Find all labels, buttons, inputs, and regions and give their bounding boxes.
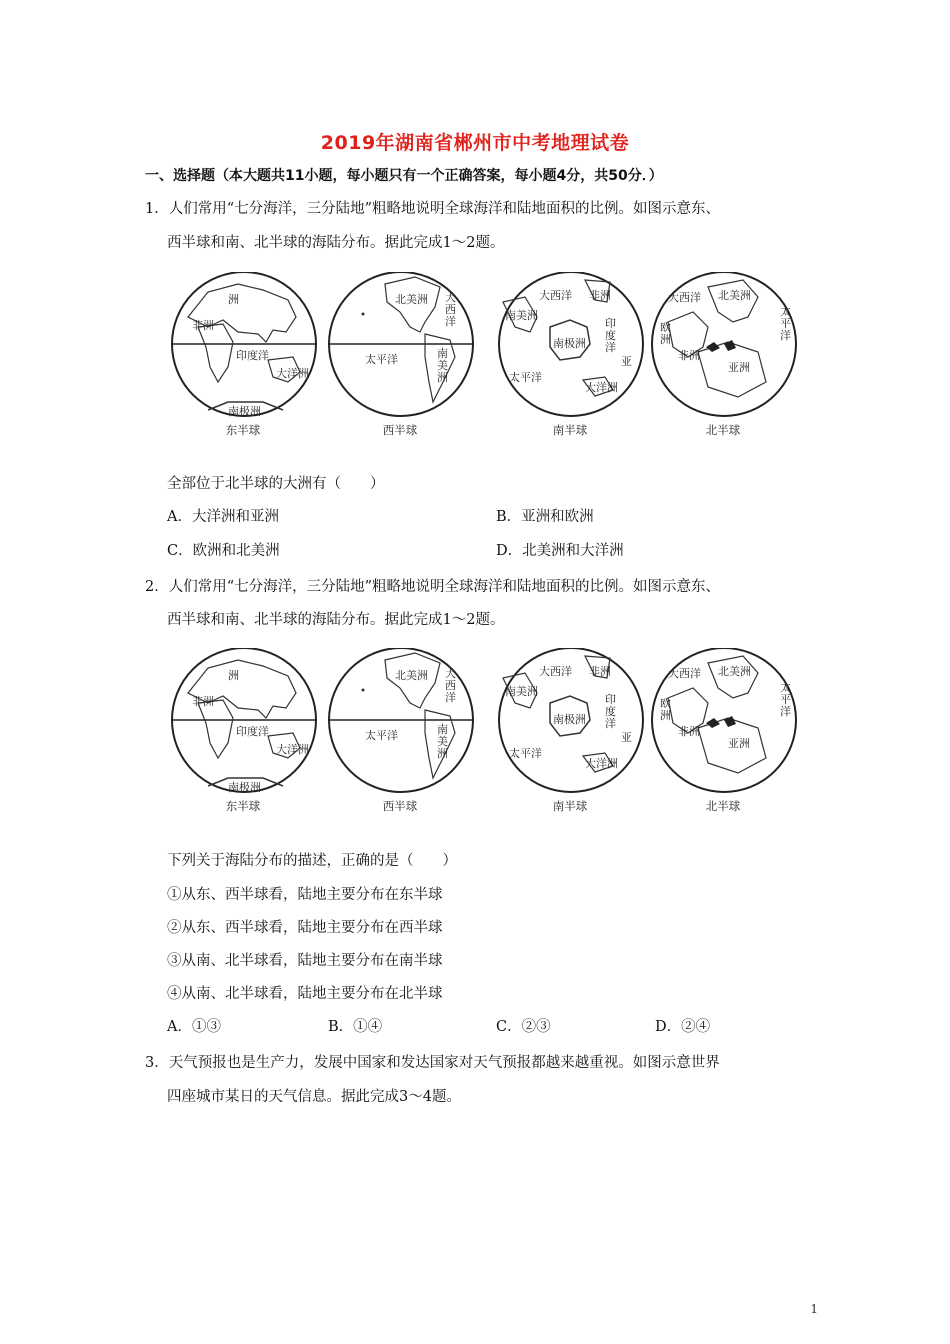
west-pacific-label: 太平洋 xyxy=(365,353,398,366)
north-europe-label: 欧洲 xyxy=(660,321,671,346)
south-hemisphere-map xyxy=(495,648,655,818)
east-indian-label: 印度洋 xyxy=(236,349,269,362)
west-hemisphere-caption: 西半球 xyxy=(382,423,418,437)
south-indian-label: 印度洋 xyxy=(605,317,616,354)
q1-option-c[interactable]: C．欧洲和北美洲 xyxy=(167,543,280,559)
south-oceania-label: 大洋洲 xyxy=(585,757,618,770)
north-europe-label: 欧洲 xyxy=(660,697,671,722)
east-europe-label: 洲 xyxy=(228,293,239,306)
q2-stem: 下列关于海陆分布的描述，正确的是（ ） xyxy=(167,853,457,869)
east-hemisphere-caption: 东半球 xyxy=(225,799,261,813)
south-hemisphere-map xyxy=(495,272,655,442)
south-africa-label: 非洲 xyxy=(589,289,611,302)
south-atlantic-label: 大西洋 xyxy=(539,665,572,678)
south-asia-label: 亚 xyxy=(621,731,632,744)
south-south-america-label: 南美洲 xyxy=(505,309,538,322)
south-africa-label: 非洲 xyxy=(589,665,611,678)
q2-intro-line2: 西半球和南、北半球的海陆分布。据此完成1～2题。 xyxy=(167,612,505,628)
west-south-america-label: 南美洲 xyxy=(437,723,448,760)
east-hemisphere-map xyxy=(168,272,328,442)
east-antarctica-label: 南极洲 xyxy=(228,405,261,418)
west-hemisphere-map xyxy=(325,648,485,818)
page-title: 2019年湖南省郴州市中考地理试卷 xyxy=(320,132,630,154)
north-atlantic-label: 大西洋 xyxy=(668,291,701,304)
north-north-america-label: 北美洲 xyxy=(718,665,751,678)
west-south-america-label: 南美洲 xyxy=(437,347,448,384)
east-africa-label: 非洲 xyxy=(192,319,214,332)
section-heading: 一、选择题（本大题共11小题，每小题只有一个正确答案，每小题4分，共50分．） xyxy=(145,168,663,184)
q1-option-a[interactable]: A．大洋洲和亚洲 xyxy=(167,509,279,525)
q1-intro-line1: 1．人们常用“七分海洋，三分陆地”粗略地说明全球海洋和陆地面积的比例。如图示意东、 xyxy=(145,201,721,217)
east-oceania-label: 大洋洲 xyxy=(276,743,309,756)
q2-statement-2: ②从东、西半球看，陆地主要分布在西半球 xyxy=(167,920,443,936)
q2-option-a[interactable]: A．①③ xyxy=(167,1019,221,1035)
q2-option-c[interactable]: C．②③ xyxy=(496,1019,551,1035)
north-pacific-label: 太平洋 xyxy=(780,305,791,342)
q3-intro-line1: 3．天气预报也是生产力，发展中国家和发达国家对天气预报都越来越重视。如图示意世界 xyxy=(145,1055,720,1071)
hemisphere-maps-q1 xyxy=(160,272,810,442)
south-antarctica-label: 南极洲 xyxy=(553,713,586,726)
q2-statement-3: ③从南、北半球看，陆地主要分布在南半球 xyxy=(167,953,443,969)
south-oceania-label: 大洋洲 xyxy=(585,381,618,394)
east-hemisphere-caption: 东半球 xyxy=(225,423,261,437)
north-hemisphere-caption: 北半球 xyxy=(705,799,741,813)
south-antarctica-label: 南极洲 xyxy=(553,337,586,350)
south-indian-label: 印度洋 xyxy=(605,693,616,730)
q1-intro-line2: 西半球和南、北半球的海陆分布。据此完成1～2题。 xyxy=(167,235,505,251)
q1-option-d[interactable]: D．北美洲和大洋洲 xyxy=(496,543,624,559)
south-south-america-label: 南美洲 xyxy=(505,685,538,698)
north-africa-label: 非洲 xyxy=(678,725,700,738)
south-asia-label: 亚 xyxy=(621,355,632,368)
south-hemisphere-caption: 南半球 xyxy=(552,423,588,437)
east-antarctica-label: 南极洲 xyxy=(228,781,261,794)
north-asia-label: 亚洲 xyxy=(728,361,750,374)
west-pacific-label: 太平洋 xyxy=(365,729,398,742)
q2-intro-line1: 2．人们常用“七分海洋，三分陆地”粗略地说明全球海洋和陆地面积的比例。如图示意东、 xyxy=(145,579,721,595)
q2-option-b[interactable]: B．①④ xyxy=(328,1019,383,1035)
west-north-america-label: 北美洲 xyxy=(395,669,428,682)
page-number: 1 xyxy=(810,1302,818,1316)
west-north-america-label: 北美洲 xyxy=(395,293,428,306)
east-europe-label: 洲 xyxy=(228,669,239,682)
q2-statement-1: ①从东、西半球看，陆地主要分布在东半球 xyxy=(167,887,443,903)
north-asia-label: 亚洲 xyxy=(728,737,750,750)
south-hemisphere-caption: 南半球 xyxy=(552,799,588,813)
north-hemisphere-map xyxy=(648,648,808,818)
q3-intro-line2: 四座城市某日的天气信息。据此完成3～4题。 xyxy=(167,1089,461,1105)
west-atlantic-label: 大西洋 xyxy=(445,291,456,328)
north-atlantic-label: 大西洋 xyxy=(668,667,701,680)
hemisphere-maps-q2 xyxy=(160,648,810,818)
west-hemisphere-caption: 西半球 xyxy=(382,799,418,813)
south-pacific-label: 太平洋 xyxy=(509,747,542,760)
south-atlantic-label: 大西洋 xyxy=(539,289,572,302)
south-pacific-label: 太平洋 xyxy=(509,371,542,384)
q1-stem: 全部位于北半球的大洲有（ ） xyxy=(167,476,385,492)
west-atlantic-label: 大西洋 xyxy=(445,667,456,704)
north-north-america-label: 北美洲 xyxy=(718,289,751,302)
north-africa-label: 非洲 xyxy=(678,349,700,362)
north-hemisphere-map xyxy=(648,272,808,442)
north-pacific-label: 太平洋 xyxy=(780,681,791,718)
east-hemisphere-map xyxy=(168,648,328,818)
q2-option-d[interactable]: D．②④ xyxy=(655,1019,711,1035)
east-indian-label: 印度洋 xyxy=(236,725,269,738)
west-hemisphere-map xyxy=(325,272,485,442)
q2-statement-4: ④从南、北半球看，陆地主要分布在北半球 xyxy=(167,986,443,1002)
east-africa-label: 非洲 xyxy=(192,695,214,708)
q1-option-b[interactable]: B．亚洲和欧洲 xyxy=(496,509,594,525)
north-hemisphere-caption: 北半球 xyxy=(705,423,741,437)
east-oceania-label: 大洋洲 xyxy=(276,367,309,380)
